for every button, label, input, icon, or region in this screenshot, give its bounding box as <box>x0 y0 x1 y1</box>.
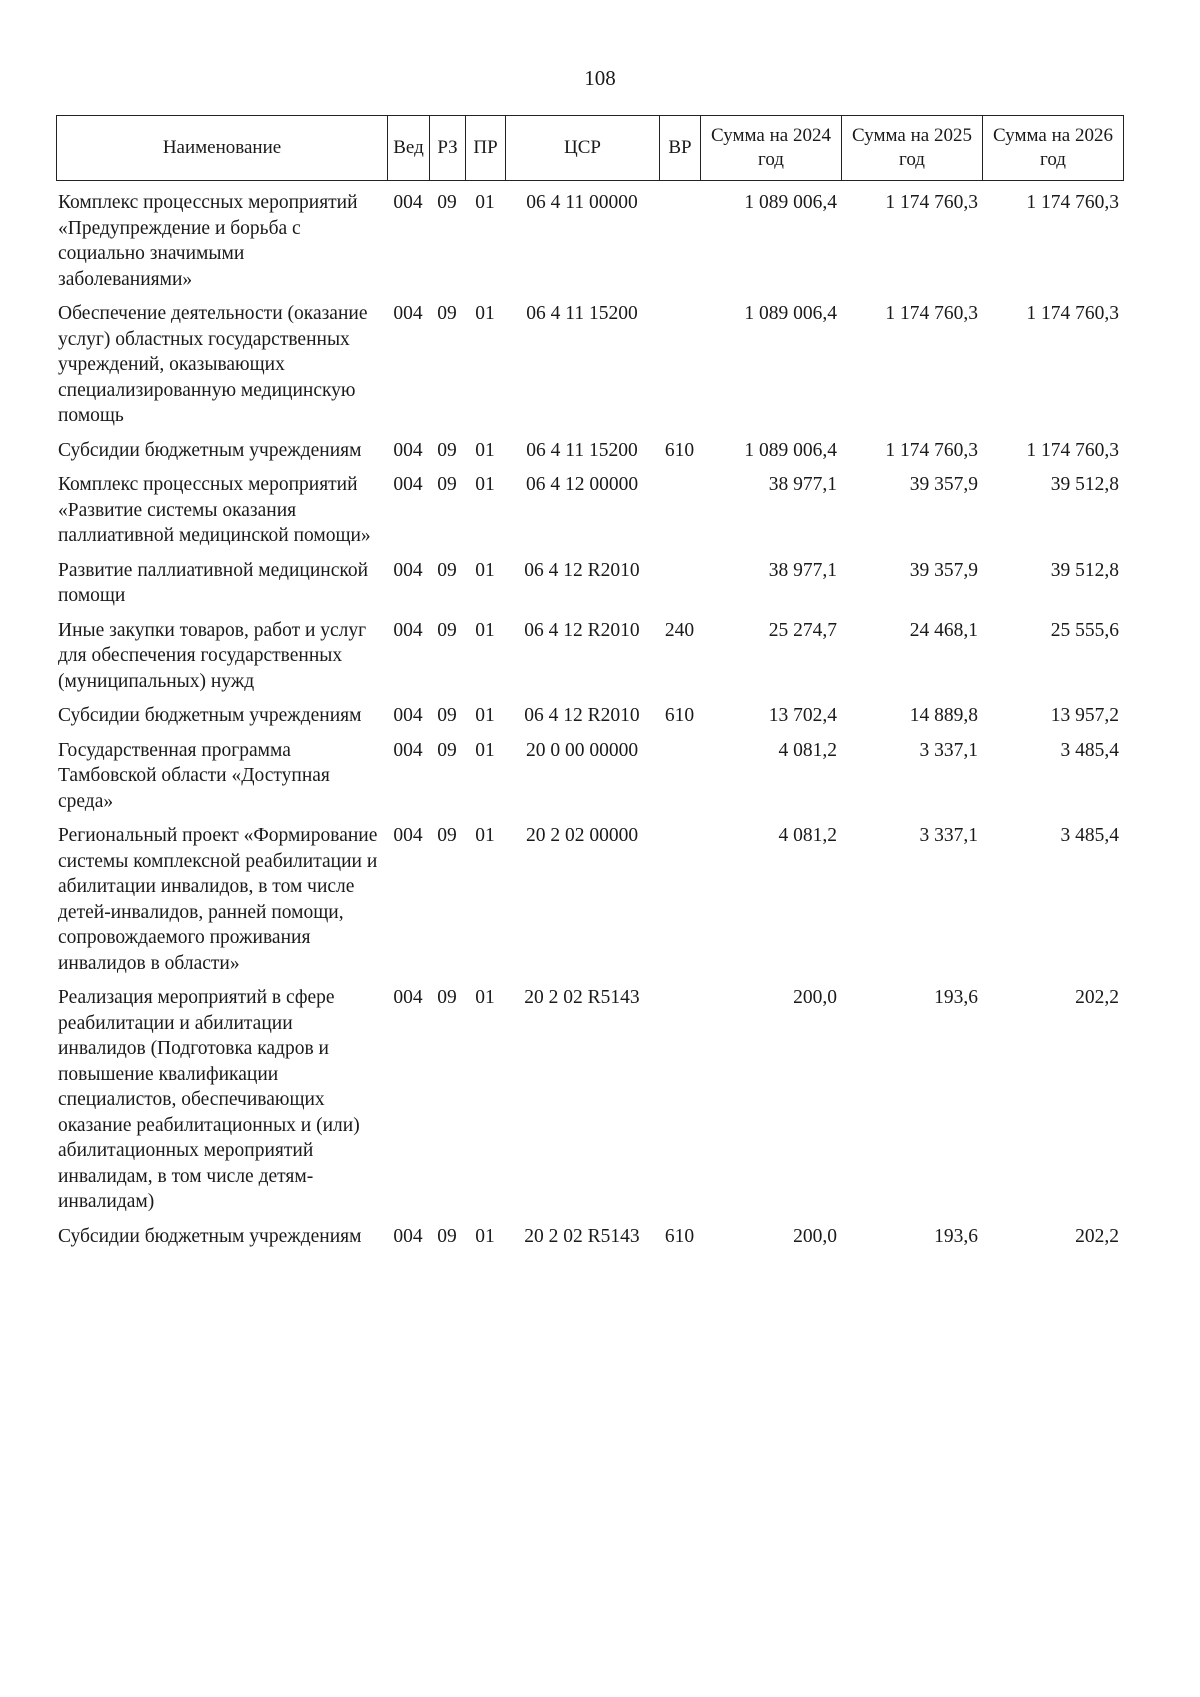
cell-sum-2024: 200,0 <box>793 1225 837 1247</box>
cell-sum-2024: 4 081,2 <box>778 825 837 846</box>
cell-sum-2024: 25 274,7 <box>768 619 837 641</box>
cell-name: Государственная программа Тамбовской области «Доступная среда» <box>58 739 330 812</box>
cell-csr: 06 4 11 15200 <box>526 303 638 324</box>
cell-vr <box>659 558 700 618</box>
cell-sum-2024: 38 977,1 <box>768 559 837 581</box>
table-row <box>56 472 1123 558</box>
cell-sum-2025: 3 337,1 <box>919 739 978 761</box>
cell-vr <box>659 301 700 438</box>
cell-vr: 610 <box>664 439 695 461</box>
cell-ved: 004 <box>393 619 423 641</box>
cell-sum-2026: 202,2 <box>1075 987 1119 1008</box>
cell-sum-2026: 1 174 760,3 <box>1026 303 1119 324</box>
table-row <box>56 823 1123 985</box>
cell-sum-2024: 200,0 <box>793 987 837 1008</box>
header-sum-2024: Сумма на 2024 год <box>701 116 842 181</box>
cell-sum-2025: 1 174 760,3 <box>885 192 978 213</box>
cell-rz: 09 <box>437 559 457 581</box>
cell-ved: 004 <box>393 987 423 1008</box>
cell-rz: 09 <box>437 474 457 495</box>
cell-name: Реализация мероприятий в сфере реабилитации и абилитации инвалидов (Подготовка кадров и повышение квалификации специалистов, обеспечивающих оказание реабилитационных и (или) абилитационных мероприятий инвалидам, в том числе детям-инвалидам) <box>58 987 360 1212</box>
header-ved: Вед <box>388 116 430 181</box>
cell-rz: 09 <box>437 739 457 761</box>
cell-name: Субсидии бюджетным учреждениям <box>58 439 362 461</box>
header-csr: ЦСР <box>506 116 660 181</box>
cell-sum-2024: 1 089 006,4 <box>744 439 837 461</box>
cell-rz: 09 <box>437 1225 457 1247</box>
table-row <box>56 1224 1123 1259</box>
cell-name: Обеспечение деятельности (оказание услуг) областных государственных учреждений, оказывающих специализированную медицинскую помощь <box>58 303 368 426</box>
cell-csr: 20 2 02 R5143 <box>524 1225 640 1247</box>
cell-name: Комплекс процессных мероприятий «Предупреждение и борьба с социально значимыми заболеваниями» <box>58 192 358 290</box>
header-rz: РЗ <box>430 116 466 181</box>
cell-pr: 01 <box>475 192 495 213</box>
cell-sum-2025: 3 337,1 <box>919 825 978 846</box>
cell-sum-2025: 39 357,9 <box>909 474 978 495</box>
cell-sum-2025: 24 468,1 <box>909 619 978 641</box>
cell-pr: 01 <box>475 739 495 761</box>
page-number: 108 <box>584 66 616 90</box>
cell-sum-2024: 13 702,4 <box>768 705 837 726</box>
table-row <box>56 190 1123 301</box>
header-vr: ВР <box>660 116 701 181</box>
cell-sum-2025: 14 889,8 <box>909 705 978 726</box>
cell-pr: 01 <box>475 825 495 846</box>
cell-pr: 01 <box>475 705 495 726</box>
cell-sum-2026: 1 174 760,3 <box>1026 439 1119 461</box>
cell-rz: 09 <box>437 987 457 1008</box>
cell-pr: 01 <box>475 439 495 461</box>
cell-sum-2024: 38 977,1 <box>768 474 837 495</box>
cell-csr: 06 4 11 00000 <box>526 192 638 213</box>
cell-sum-2025: 193,6 <box>934 1225 978 1247</box>
cell-name: Развитие паллиативной медицинской помощи <box>58 559 369 606</box>
cell-csr: 06 4 12 00000 <box>525 474 639 495</box>
cell-rz: 09 <box>437 439 457 461</box>
cell-ved: 004 <box>393 559 423 581</box>
cell-vr <box>659 823 700 985</box>
budget-table <box>56 190 1123 1258</box>
cell-pr: 01 <box>475 559 495 581</box>
cell-csr: 20 0 00 00000 <box>525 739 639 761</box>
cell-name: Комплекс процессных мероприятий «Развитие системы оказания паллиативной медицинской помощи» <box>58 474 371 546</box>
cell-ved: 004 <box>393 705 423 726</box>
table-row <box>56 738 1123 824</box>
cell-vr: 240 <box>664 619 695 641</box>
cell-csr: 20 2 02 00000 <box>525 825 639 846</box>
cell-rz: 09 <box>437 705 457 726</box>
cell-ved: 004 <box>393 474 423 495</box>
table-row <box>56 703 1123 738</box>
cell-name: Субсидии бюджетным учреждениям <box>58 705 362 726</box>
cell-ved: 004 <box>393 303 423 324</box>
cell-sum-2026: 3 485,4 <box>1060 825 1119 846</box>
table-row <box>56 301 1123 438</box>
cell-sum-2026: 1 174 760,3 <box>1026 192 1119 213</box>
cell-ved: 004 <box>393 1225 423 1247</box>
cell-pr: 01 <box>475 987 495 1008</box>
cell-name: Региональный проект «Формирование системы комплексной реабилитации и абилитации инвалидов, в том числе детей-инвалидов, ранней помощи, сопровождаемого проживания инвалидов в области» <box>58 825 378 974</box>
cell-pr: 01 <box>475 1225 495 1247</box>
header-sum-2025: Сумма на 2025 год <box>842 116 983 181</box>
cell-sum-2026: 202,2 <box>1075 1225 1119 1247</box>
cell-sum-2025: 1 174 760,3 <box>885 303 978 324</box>
cell-sum-2026: 3 485,4 <box>1060 739 1119 761</box>
cell-vr <box>659 190 700 301</box>
cell-rz: 09 <box>437 192 457 213</box>
cell-sum-2026: 39 512,8 <box>1050 559 1119 581</box>
cell-sum-2026: 39 512,8 <box>1050 474 1119 495</box>
cell-ved: 004 <box>393 192 423 213</box>
cell-pr: 01 <box>475 619 495 641</box>
cell-vr: 610 <box>664 1225 695 1247</box>
cell-rz: 09 <box>437 303 457 324</box>
header-pr: ПР <box>466 116 506 181</box>
table-header <box>56 115 1124 181</box>
cell-ved: 004 <box>393 739 423 761</box>
cell-csr: 20 2 02 R5143 <box>524 987 640 1008</box>
cell-vr <box>659 985 700 1224</box>
table-row <box>56 438 1123 473</box>
cell-csr: 06 4 12 R2010 <box>524 559 640 581</box>
table-row <box>56 558 1123 618</box>
cell-sum-2024: 1 089 006,4 <box>744 192 837 213</box>
cell-sum-2024: 4 081,2 <box>778 739 837 761</box>
table-row <box>56 618 1123 704</box>
cell-sum-2026: 25 555,6 <box>1050 619 1119 641</box>
cell-sum-2024: 1 089 006,4 <box>744 303 837 324</box>
table-row <box>56 985 1123 1224</box>
cell-ved: 004 <box>393 825 423 846</box>
cell-ved: 004 <box>393 439 423 461</box>
cell-sum-2025: 1 174 760,3 <box>885 439 978 461</box>
cell-sum-2025: 193,6 <box>934 987 978 1008</box>
cell-sum-2026: 13 957,2 <box>1050 705 1119 726</box>
cell-pr: 01 <box>475 303 495 324</box>
header-name: Наименование <box>57 116 388 181</box>
cell-sum-2025: 39 357,9 <box>909 559 978 581</box>
cell-vr <box>659 738 700 824</box>
cell-csr: 06 4 11 15200 <box>526 439 638 461</box>
cell-csr: 06 4 12 R2010 <box>524 619 640 641</box>
cell-name: Субсидии бюджетным учреждениям <box>58 1225 362 1247</box>
cell-vr: 610 <box>664 705 695 726</box>
cell-pr: 01 <box>475 474 495 495</box>
header-sum-2026: Сумма на 2026 год <box>983 116 1124 181</box>
cell-csr: 06 4 12 R2010 <box>524 705 640 726</box>
cell-rz: 09 <box>437 825 457 846</box>
cell-rz: 09 <box>437 619 457 641</box>
cell-vr <box>659 472 700 558</box>
cell-name: Иные закупки товаров, работ и услуг для обеспечения государственных (муниципальных) нужд <box>58 619 367 692</box>
